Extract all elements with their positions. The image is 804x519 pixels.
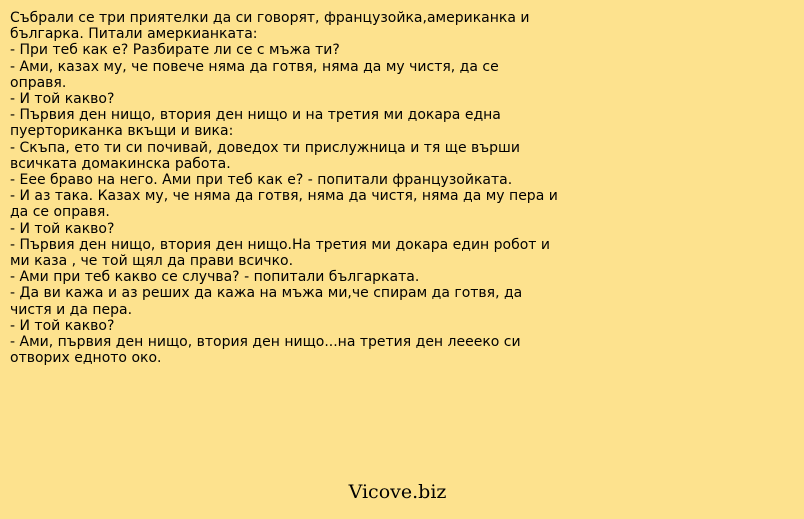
joke-line: - Първия ден нищо, втория ден нищо.На третия ми докара един робот и <box>10 236 551 253</box>
site-watermark: Vicove.biz <box>348 481 447 503</box>
joke-line: отворих едното око. <box>10 350 162 367</box>
joke-line: - Ами, първия ден нищо, втория ден нищо...на третия ден лeееко си <box>10 334 521 351</box>
joke-line: - Първия ден нищо, втория ден нищо и на третия ми докара една <box>10 107 501 124</box>
joke-line: - И той какво? <box>10 220 115 237</box>
joke-line: да се оправя. <box>10 204 110 221</box>
joke-line: - Ами, казах му, че повече няма да готвя, няма да му чистя, да се <box>10 58 499 75</box>
joke-line: - Да ви кажа и аз реших да кажа на мъжа ми,че спирам да готвя, да <box>10 285 523 302</box>
joke-line: оправя. <box>10 74 67 91</box>
joke-line: пуерториканка вкъщи и вика: <box>10 123 234 140</box>
joke-line: всичката домакинска работа. <box>10 155 231 172</box>
joke-line: - И той какво? <box>10 91 115 108</box>
joke-line: чистя и да пера. <box>10 301 133 318</box>
joke-line: - Еее браво на него. Ами при теб как е? - попитали французойката. <box>10 172 513 189</box>
joke-line: - И той какво? <box>10 317 115 334</box>
joke-line: ми каза , че той щял да прави всичко. <box>10 253 294 270</box>
joke-line: - Скъпа, ето ти си почивай, доведох ти прислужница и тя ще върши <box>10 139 520 156</box>
joke-text <box>10 10 590 366</box>
joke-line: - И аз така. Казах му, че няма да готвя, няма да чистя, няма да му пера и <box>10 188 558 205</box>
joke-line: българка. Питали амеркианката: <box>10 26 258 43</box>
joke-line: - При теб как е? Разбирате ли се с мъжа ти? <box>10 42 340 59</box>
joke-line: - Ами при теб какво се случва? - попитали българката. <box>10 269 420 286</box>
joke-line: Събрали се три приятелки да си говорят, французойка,американка и <box>10 10 530 26</box>
